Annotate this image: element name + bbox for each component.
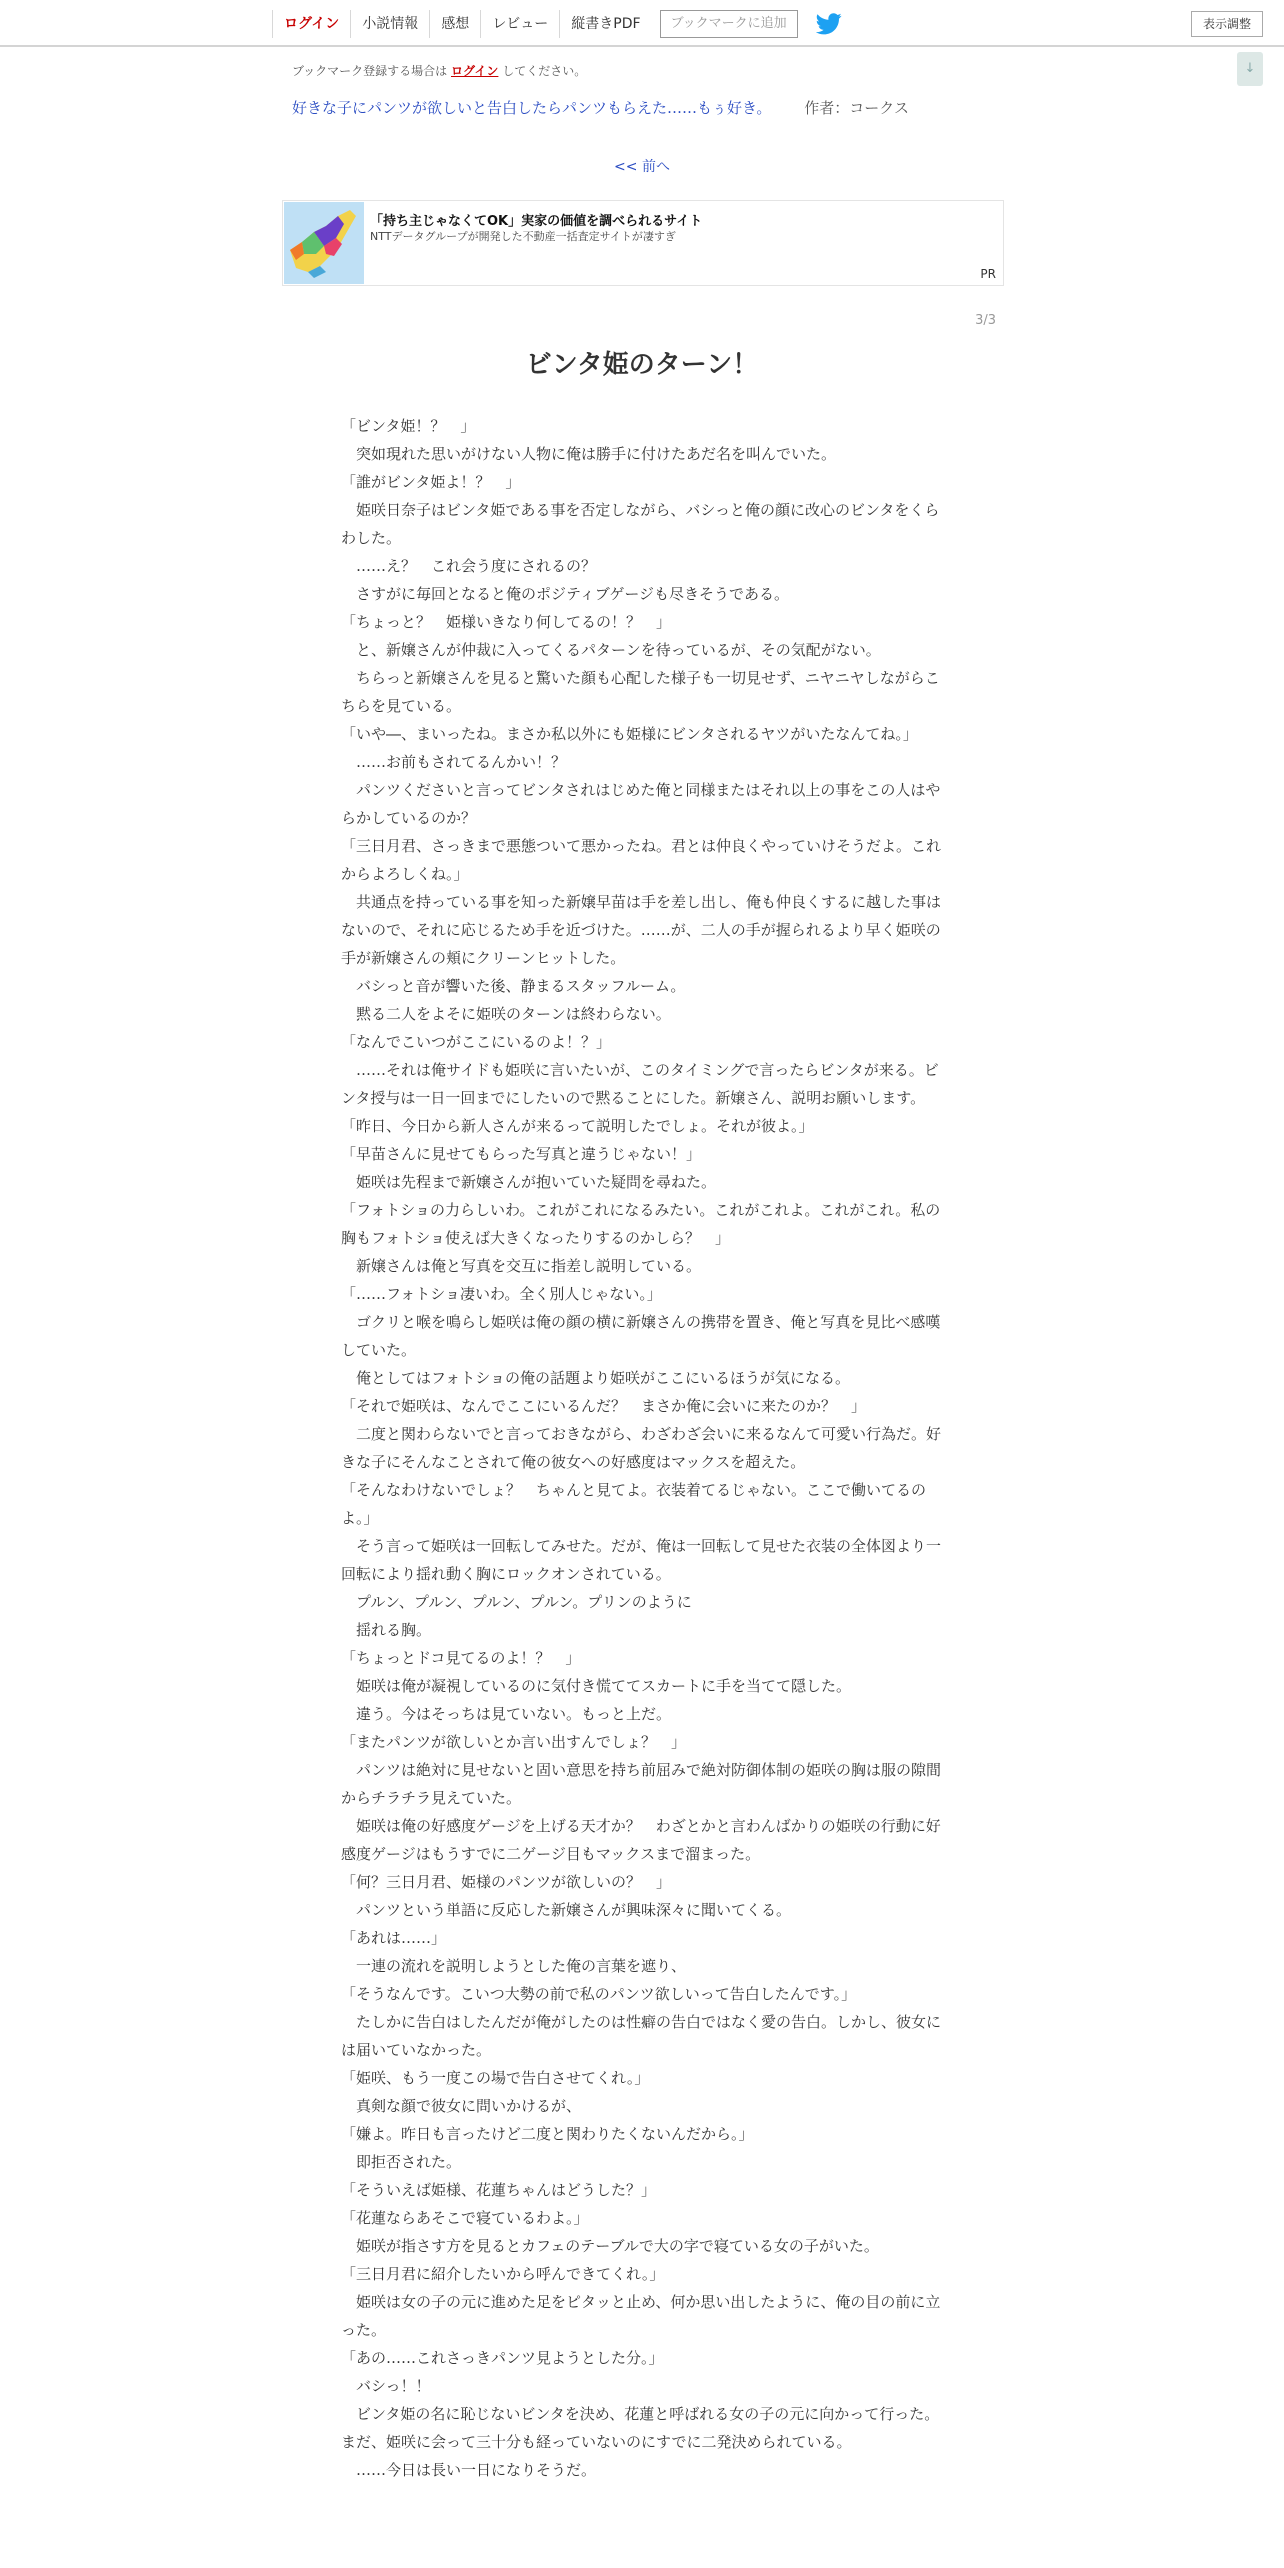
body-paragraph: 俺としてはフォトショの俺の話題より姫咲がここにいるほうが気になる。: [341, 1369, 850, 1387]
nav-vertical-pdf-link[interactable]: 縦書きPDF: [559, 10, 651, 38]
nav-review-link[interactable]: レビュー: [480, 10, 559, 38]
ad-description: NTTデータグループが開発した不動産一括査定サイトが凄すぎ: [370, 230, 676, 243]
body-paragraph: 「ちょっと？ 姫様いきなり何してるの！？ 」: [341, 613, 672, 631]
body-paragraph: 即拒否された。: [341, 2153, 462, 2171]
body-paragraph: 「花蓮ならあそこで寝ているわよ。」: [341, 2209, 589, 2227]
body-paragraph: パンツという単語に反応した新嬢さんが興味深々に聞いてくる。: [341, 1901, 792, 1919]
body-paragraph: そう言って姫咲は一回転してみせた。だが、俺は一回転して見せた衣装の全体図より一回転により揺れ動く胸にロックオンされている。: [341, 1537, 942, 1583]
body-paragraph: 「フォトショの力らしいわ。これがこれになるみたい。これがこれよ。これがこれ。私の胸もフォトショ使えば大きくなったりするのかしら？ 」: [341, 1201, 941, 1247]
login-note-link[interactable]: ログイン: [451, 64, 499, 78]
body-paragraph: 「嫌よ。昨日も言ったけど二度と関わりたくないんだから。」: [341, 2125, 754, 2143]
novel-body-text: [341, 412, 943, 2484]
body-paragraph: 「……フォトショ凄いわ。全く別人じゃない。」: [341, 1285, 662, 1303]
body-paragraph: 姫咲は女の子の元に進めた足をピタッと止め、何か思い出したように、俺の目の前に立った。: [341, 2293, 941, 2339]
ad-title[interactable]: 「持ち主じゃなくてOK」実家の価値を調べられるサイト: [370, 214, 703, 229]
page-number: 3/3: [975, 313, 996, 328]
body-paragraph: 「あの……これさっきパンツ見ようとした分。」: [341, 2349, 664, 2367]
nav-novel-info-link[interactable]: 小説情報: [350, 10, 429, 38]
chapter-title: ビンタ姫のターン！: [525, 350, 759, 380]
body-paragraph: ……今日は長い一日になりそうだ。: [341, 2461, 597, 2479]
body-paragraph: 姫咲は俺の好感度ゲージを上げる天才か？ わざとかと言わんばかりの姫咲の行動に好感度ゲージはもうすでに二ゲージ目もマックスまで溜まった。: [341, 1817, 941, 1863]
display-settings-button[interactable]: 表示調整: [1191, 11, 1263, 37]
body-paragraph: 真剣な顔で彼女に問いかけるが、: [341, 2097, 582, 2115]
body-paragraph: 黙る二人をよそに姫咲のターンは終わらない。: [341, 1005, 671, 1023]
body-paragraph: 「そういえば姫様、花蓮ちゃんはどうした？」: [341, 2181, 657, 2199]
body-paragraph: 二度と関わらないでと言っておきながら、わざわざ会いに来るなんて可愛い行為だ。好きな子にそんなことされて俺の彼女への好感度はマックスを超えた。: [341, 1425, 942, 1471]
body-paragraph: ……それは俺サイドも姫咲に言いたいが、このタイミングで言ったらビンタが来る。ビンタ授与は一日一回までにしたいので黙ることにした。新嬢さん、説明お願いします。: [341, 1061, 939, 1107]
body-paragraph: ビンタ姫の名に恥じないビンタを決め、花蓮と呼ばれる女の子の元に向かって行った。まだ、姫咲に会って三十分も経っていないのにすでに二発決められている。: [341, 2405, 940, 2451]
body-paragraph: ちらっと新嬢さんを見ると驚いた顔も心配した様子も一切見せず、ニヤニヤしながらこちらを見ている。: [341, 669, 940, 715]
pr-ad-banner[interactable]: [282, 200, 1004, 286]
author-label: 作者：コークス: [804, 99, 910, 117]
body-paragraph: パンツくださいと言ってビンタされはじめた俺と同様またはそれ以上の事をこの人はやらかしているのか？: [341, 781, 941, 827]
body-paragraph: 共通点を持っている事を知った新嬢早苗は手を差し出し、俺も仲良くするに越した事はないので、それに応じるため手を近づけた。……が、二人の手が握られるより早く姫咲の手が新嬢さんの頬にクリーンヒットした。: [341, 893, 942, 967]
bookmark-login-note: [292, 62, 586, 79]
body-paragraph: 違う。今はそっちは見ていない。もっと上だ。: [341, 1705, 672, 1723]
body-paragraph: 「そうなんです。こいつ大勢の前で私のパンツ欲しいって告白したんです。」: [341, 1985, 857, 2003]
body-paragraph: 「なんでこいつがここにいるのよ！？」: [341, 1033, 612, 1051]
nav-impressions-link[interactable]: 感想: [429, 10, 480, 38]
body-paragraph: 「姫咲、もう一度この場で告白させてくれ。」: [341, 2069, 650, 2087]
body-paragraph: 「早苗さんに見せてもらった写真と違うじゃない！」: [341, 1145, 702, 1163]
body-paragraph: たしかに告白はしたんだが俺がしたのは性癖の告白ではなく愛の告白。しかし、彼女には届いていなかった。: [341, 2013, 942, 2059]
body-paragraph: バシっと音が響いた後、静まるスタッフルーム。: [341, 977, 686, 995]
nav-login-link[interactable]: ログイン: [272, 10, 350, 38]
body-paragraph: 新嬢さんは俺と写真を交互に指差し説明している。: [341, 1257, 702, 1275]
novel-header: [292, 97, 909, 118]
body-paragraph: 姫咲が指さす方を見るとカフェのテーブルで大の字で寝ている女の子がいた。: [341, 2237, 879, 2255]
body-paragraph: 「あれは……」: [341, 1929, 447, 1947]
body-paragraph: と、新嬢さんが仲裁に入ってくるパターンを待っているが、その気配がない。: [341, 641, 881, 659]
body-paragraph: 「それで姫咲は、なんでここにいるんだ？ まさか俺に会いに来たのか？ 」: [341, 1397, 867, 1415]
body-paragraph: 突如現れた思いがけない人物に俺は勝手に付けたあだ名を叫んでいた。: [341, 445, 837, 463]
body-paragraph: バシっ！！: [341, 2377, 431, 2395]
body-paragraph: 「三日月君に紹介したいから呼んできてくれ。」: [341, 2265, 665, 2283]
body-paragraph: 「ビンタ姫！？ 」: [341, 417, 476, 435]
body-paragraph: 「何？三日月君、姫様のパンツが欲しいの？ 」: [341, 1873, 672, 1891]
scroll-down-tab[interactable]: ↓: [1237, 52, 1263, 86]
body-paragraph: 「誰がビンタ姫よ！？ 」: [341, 473, 521, 491]
twitter-icon[interactable]: [816, 13, 842, 35]
prev-page-link[interactable]: << 前へ: [614, 159, 670, 175]
body-paragraph: 姫咲は俺が凝視しているのに気付き慌ててスカートに手を当てて隠した。: [341, 1677, 852, 1695]
ad-japan-map-image: [284, 202, 364, 284]
body-paragraph: 「三日月君、さっきまで悪態ついて悪かったね。君とは仲良くやっていけそうだよ。これからよろしくね。」: [341, 837, 942, 883]
novel-title-link[interactable]: 好きな子にパンツが欲しいと告白したらパンツもらえた……もぅ好き。: [292, 99, 772, 117]
body-paragraph: 「そんなわけないでしょ？ ちゃんと見てよ。衣装着てるじゃない。ここで働いてるのよ。」: [341, 1481, 927, 1527]
body-paragraph: さすがに毎回となると俺のポジティブゲージも尽きそうである。: [341, 585, 790, 603]
add-bookmark-button[interactable]: ブックマークに追加: [660, 10, 798, 38]
ad-pr-label: PR: [980, 267, 996, 281]
body-paragraph: 姫咲日奈子はビンタ姫である事を否定しながら、バシっと俺の顔に改心のビンタをくらわした。: [341, 501, 940, 547]
body-paragraph: ……え？ これ会う度にされるの？: [341, 557, 597, 575]
body-paragraph: 一連の流れを説明しようとした俺の言葉を遮り、: [341, 1957, 687, 1975]
body-paragraph: プルン、プルン、プルン、プルン。プリンのように: [341, 1593, 692, 1611]
body-paragraph: 揺れる胸。: [341, 1621, 432, 1639]
body-paragraph: 「ちょっとドコ見てるのよ！？ 」: [341, 1649, 581, 1667]
body-paragraph: ゴクリと喉を鳴らし姫咲は俺の顔の横に新嬢さんの携帯を置き、俺と写真を見比べ感嘆していた。: [341, 1313, 941, 1359]
global-nav: [272, 0, 842, 47]
body-paragraph: 「またパンツが欲しいとか言い出すんでしょ？ 」: [341, 1733, 687, 1751]
login-note-after: してください。: [502, 64, 587, 78]
body-paragraph: ……お前もされてるんかい！？: [341, 753, 567, 771]
body-paragraph: 「昨日、今日から新人さんが来るって説明したでしょ。それが彼よ。」: [341, 1117, 814, 1135]
body-paragraph: パンツは絶対に見せないと固い意思を持ち前屈みで絶対防御体制の姫咲の胸は服の隙間からチラチラ見えていた。: [341, 1761, 942, 1807]
body-paragraph: 姫咲は先程まで新嬢さんが抱いていた疑問を尋ねた。: [341, 1173, 717, 1191]
body-paragraph: 「いや―、まいったね。まさか私以外にも姫様にビンタされるヤツがいたなんてね。」: [341, 725, 918, 743]
login-note-before: ブックマーク登録する場合は: [292, 64, 448, 78]
top-navigation-bar: [0, 0, 1284, 47]
